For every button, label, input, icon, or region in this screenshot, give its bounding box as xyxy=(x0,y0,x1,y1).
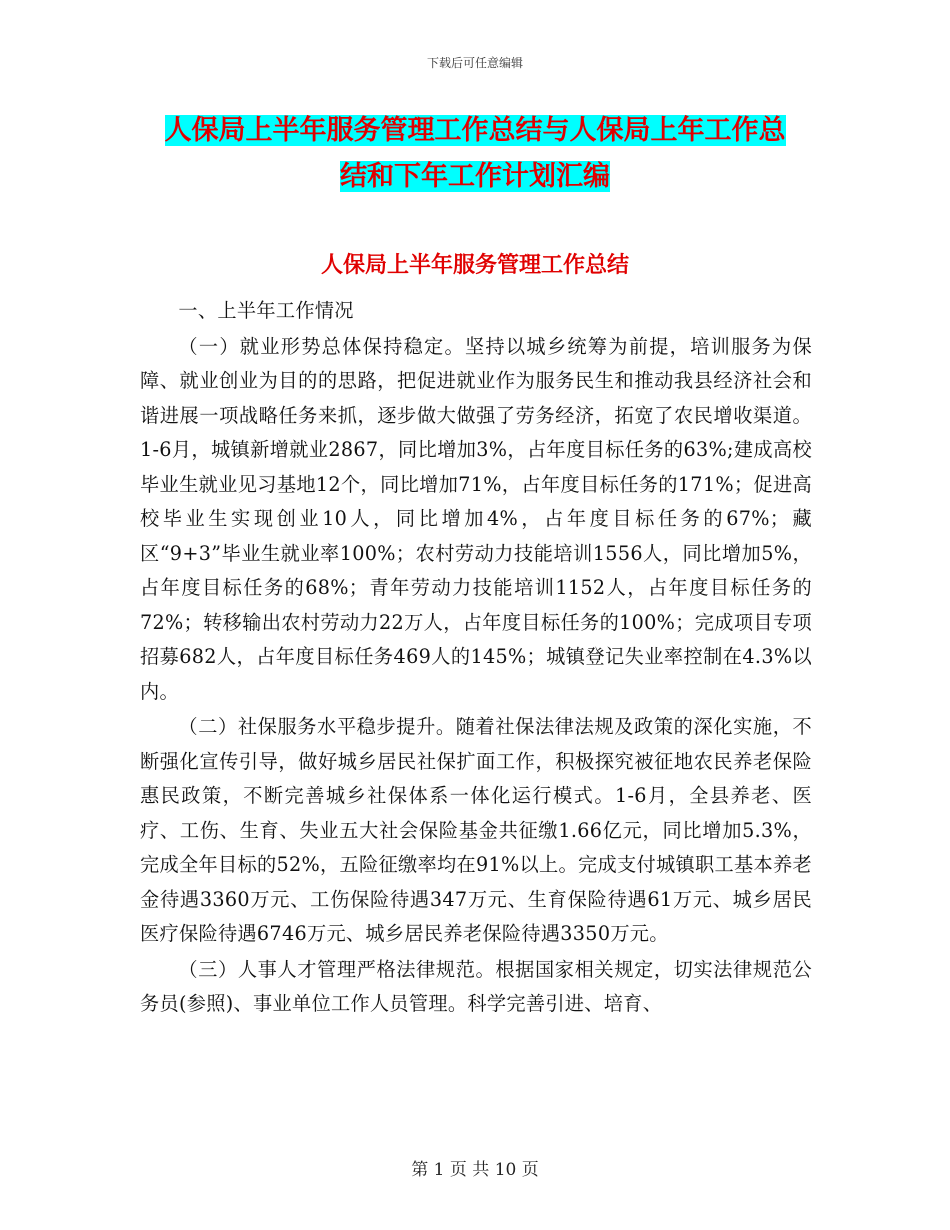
section-title: 人保局上半年服务管理工作总结 xyxy=(320,253,629,278)
paragraph-personnel: （三）人事人才管理严格法律规范。根据国家相关规定，切实法律规范公务员(参照)、事业单位工作人员管理。科学完善引进、培育、 xyxy=(140,957,812,1015)
document-title xyxy=(140,108,810,200)
header-note: 下载后可任意编辑 xyxy=(426,56,523,70)
document-title-line-2: 结和下年工作计划汇编 xyxy=(340,161,610,192)
paragraph-employment: （一）就业形势总体保持稳定。坚持以城乡统筹为前提，培训服务为保障、就业创业为目的的思路，把促进就业作为服务民生和推动我县经济社会和谐进展一项战略任务来抓，逐步做大做强了劳务经济，拓宽了农民增收渠道。1-6月，城镇新增就业2867，同比增加3%，占年度目标任务的63%;建成高校毕业生就业见习基地12个，同比增加71%，占年度目标任务的171%；促进高校毕业生实现创业10人，同比增加4%，占年度目标任务的67%；藏区“9+3”毕业生就业率100%；农村劳动力技能培训1556人，同比增加5%，占年度目标任务的68%；青年劳动力技能培训1152人，占年度目标任务的72%；转移输出农村劳动力22万人，占年度目标任务的100%；完成项目专项招募682人，占年度目标任务469人的145%；城镇登记失业率控制在4.3%以内。 xyxy=(140,334,812,703)
paragraph-social-security: （二）社保服务水平稳步提升。随着社保法律法规及政策的深化实施，不断强化宣传引导，做好城乡居民社保扩面工作，积极探究被征地农民养老保险惠民政策，不断完善城乡社保体系一体化运行模式。1-6月，全县养老、医疗、工伤、生育、失业五大社会保险基金共征缴1.66亿元，同比增加5.3%，完成全年目标的52%，五险征缴率均在91%以上。完成支付城镇职工基本养老金待遇3360万元、工伤保险待遇347万元、生育保险待遇61万元、城乡居民医疗保险待遇6746万元、城乡居民养老保险待遇3350万元。 xyxy=(140,715,812,945)
document-body xyxy=(140,294,812,1022)
paragraph-heading: 一、上半年工作情况 xyxy=(178,299,354,322)
document-title-line-1: 人保局上半年服务管理工作总结与人保局上年工作总 xyxy=(164,115,786,146)
page-number: 第 1 页 共 10 页 xyxy=(411,1160,539,1180)
